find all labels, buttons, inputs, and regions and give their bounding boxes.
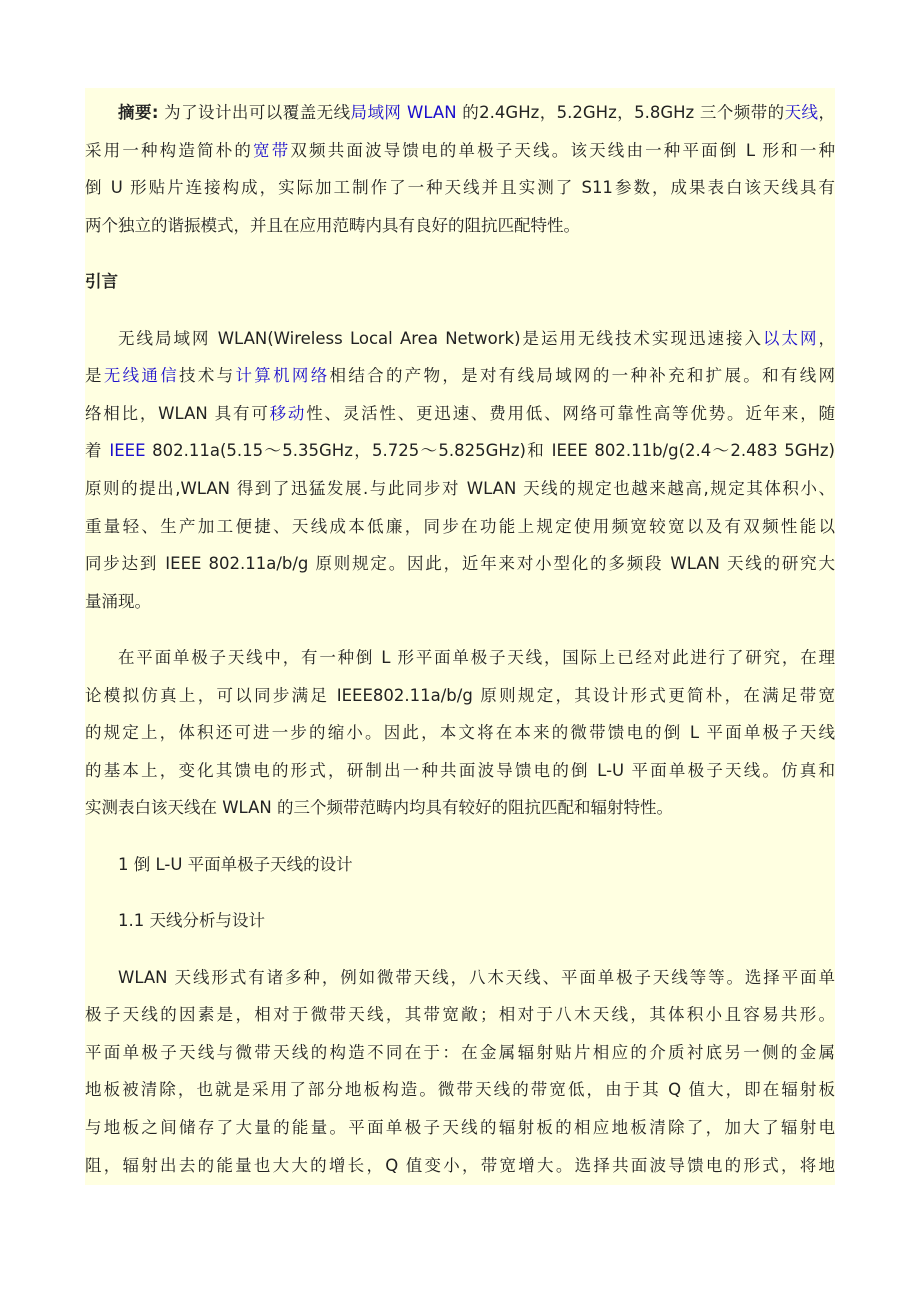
text-line [85,432,835,470]
hyperlink[interactable]: 天线 [784,103,819,122]
text-run: 重量轻、生产加工便捷、天线成本低廉，同步在功能上规定使用频宽较宽以及有双频性能以 [85,516,835,536]
text-line [85,1071,835,1109]
hyperlink[interactable]: 移动 [269,403,307,423]
text-line [85,320,835,358]
text-line [85,1147,835,1185]
text-run: 的2.4GHz，5.2GHz，5.8GHz 三个频带的 [456,103,785,122]
text-line [85,789,835,827]
text-run: 双频共面波导馈电的单极子天线。该天线由一种平面倒 L 形和一种 [290,140,835,160]
subsection-heading: 1 倒 L-U 平面单极子天线的设计 [118,854,353,874]
text-run: 论模拟仿真上，可以同步满足 IEEE802.11a/b/g 原则规定，其设计形式更简朴，在满足带宽 [85,685,835,705]
text-run: 的规定上，体积还可进一步的缩小。因此，本文将在本来的微带馈电的倒 L 平面单极子天线 [85,723,835,743]
text-run: 平面单极子天线与微带天线的构造不同在于：在金属辐射贴片相应的介质衬底另一侧的金属 [85,1042,835,1062]
document-body [85,94,835,1203]
text-line [85,996,835,1034]
text-line [85,752,835,790]
text-run: 为了设计出可以覆盖无线 [158,103,351,122]
text-run: 络相比，WLAN 具有可 [85,403,270,423]
hyperlink[interactable]: 无线通信 [103,366,180,386]
text-line [85,132,835,170]
text-line [85,169,835,207]
text-line [85,714,835,752]
text-line [85,959,835,997]
text-line [85,1034,835,1072]
text-line [85,94,835,132]
text-line [85,207,835,245]
text-run: 原则的提出,WLAN 得到了迅猛发展.与此同步对 WLAN 天线的规定也越来越高,规定其体积小、 [85,478,835,498]
text-run: WLAN 天线形式有诸多种，例如微带天线，八木天线、平面单极子天线等等。选择平面单 [118,967,835,987]
text-run: 地板被清除，也就是采用了部分地板构造。微带天线的带宽低，由于其 Q 值大，即在辐射板 [85,1080,835,1100]
text-line [85,639,835,677]
abstract-label: 摘要: [118,103,159,122]
text-run: 技术与 [179,366,236,386]
paragraph [85,320,835,621]
text-line [85,470,835,508]
text-run: 倒 U 形贴片连接构成，实际加工制作了一种天线并且实测了 S11参数，成果表白该天线具有 [85,178,835,198]
text-run: 实测表白该天线在 WLAN 的三个频带范畴内均具有较好的阻抗匹配和辐射特性。 [85,798,674,818]
hyperlink[interactable]: 局域网 WLAN [350,103,457,122]
text-run: 着 [85,441,110,461]
text-run: ， [818,103,835,122]
hyperlink[interactable]: IEEE [109,441,146,461]
paragraph [85,94,835,244]
text-run: 相结合的产物，是对有线局域网的一种补充和扩展。和有线网 [329,366,835,386]
text-line [85,508,835,546]
text-run: 极子天线的因素是，相对于微带天线，其带宽敞；相对于八木天线，其体积小且容易共形。 [85,1005,835,1025]
paragraph [85,639,835,827]
hyperlink[interactable]: 计算机网络 [235,366,330,386]
document-page [85,88,835,1185]
section-heading: 引言 [85,272,118,292]
text-run: 的基本上，变化其馈电的形式，研制出一种共面波导馈电的倒 L-U 平面单极子天线。仿真和 [85,760,835,780]
text-line [85,357,835,395]
hyperlink[interactable]: 宽带 [253,140,291,160]
text-run: 802.11a(5.15～5.35GHz，5.725～5.825GHz)和 IEEE 802.11b/g(2.4～2.483 5GHz) [145,441,835,461]
text-run: 与地板之间储存了大量的能量。平面单极子天线的辐射板的相应地板清除了，加大了辐射电 [85,1118,835,1138]
text-run: 量涌现。 [85,591,151,611]
text-run: 在平面单极子天线中，有一种倒 L 形平面单极子天线，国际上已经对此进行了研究，在理 [118,648,835,668]
text-line [85,677,835,715]
text-run: 性、灵活性、更迅速、费用低、网络可靠性高等优势。近年来，随 [306,403,835,423]
text-run: 是 [85,366,104,386]
text-run: 阻，辐射出去的能量也大大的增长，Q 值变小，带宽增大。选择共面波导馈电的形式，将地 [85,1155,835,1175]
hyperlink[interactable]: 以太网 [763,328,819,348]
text-run: ， [818,328,835,348]
text-line [85,583,835,621]
text-run: 无线局域网 WLAN(Wireless Local Area Network)是运用无线技术实现迅速接入 [118,328,763,348]
paragraph [85,959,835,1185]
text-line [85,395,835,433]
text-run: 采用一种构造简朴的 [85,140,254,160]
text-run: 两个独立的谐振模式，并且在应用范畴内具有良好的阻抗匹配特性。 [85,215,580,235]
subsection-heading: 1.1 天线分析与设计 [118,911,265,931]
text-run: 同步达到 IEEE 802.11a/b/g 原则规定。因此，近年来对小型化的多频段 WLAN 天线的研究大 [85,554,835,574]
text-line [85,545,835,583]
text-line [85,1109,835,1147]
